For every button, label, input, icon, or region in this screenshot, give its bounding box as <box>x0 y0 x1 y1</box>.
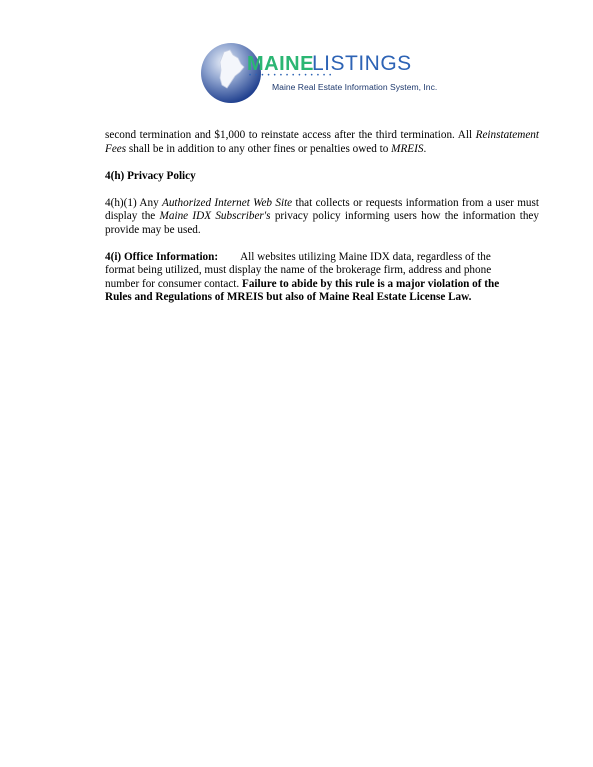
reinstatement-paragraph <box>105 129 539 156</box>
para3-line3-text: number for consumer contact. <box>105 277 242 290</box>
para1-text-a: second termination and $1,000 to reinstate access after the third termination. All <box>105 129 476 141</box>
para3-line4-bold: Rules and Regulations of MREIS but also of Maine Real Estate License Law. <box>105 291 472 303</box>
para1-text-b: shall be in addition to any other fines or penalties owed to <box>126 142 392 155</box>
logo-tagline: Maine Real Estate Information System, Inc. <box>272 82 438 92</box>
privacy-policy-paragraph <box>105 197 539 238</box>
para2-term2: Maine IDX Subscriber's <box>159 210 271 222</box>
para1-text-c: . <box>423 142 427 155</box>
office-information-paragraph <box>105 251 539 305</box>
para2-text-b: that collects or requests information from a user must display the <box>105 196 539 222</box>
para3-line1: All websites utilizing Maine IDX data, regardless of the <box>240 250 491 263</box>
para2-term1: Authorized Internet Web Site <box>162 196 293 209</box>
document-body <box>105 129 539 318</box>
para2-text-c: privacy policy informing users how the information they provide may be used. <box>105 210 539 236</box>
logo-brand-maine: MAINE <box>247 53 314 75</box>
para1-term: Reinstatement Fees <box>105 129 539 155</box>
para3-line2: format being utilized, must display the name of the brokerage firm, address and phone <box>105 264 492 276</box>
logo-brand-listings: LISTINGS <box>312 52 412 75</box>
maine-listings-logo <box>200 42 438 104</box>
office-information-label: 4(i) Office Information: <box>105 250 219 263</box>
logo-dots: • • • • • • • • • • • • • • <box>249 73 333 79</box>
para3-line3-bold: Failure to abide by this rule is a major violation of the <box>242 277 500 290</box>
para1-mreis: MREIS <box>391 142 424 155</box>
privacy-policy-heading: 4(h) Privacy Policy <box>105 169 196 182</box>
para2-text-a: 4(h)(1) Any <box>105 196 162 209</box>
